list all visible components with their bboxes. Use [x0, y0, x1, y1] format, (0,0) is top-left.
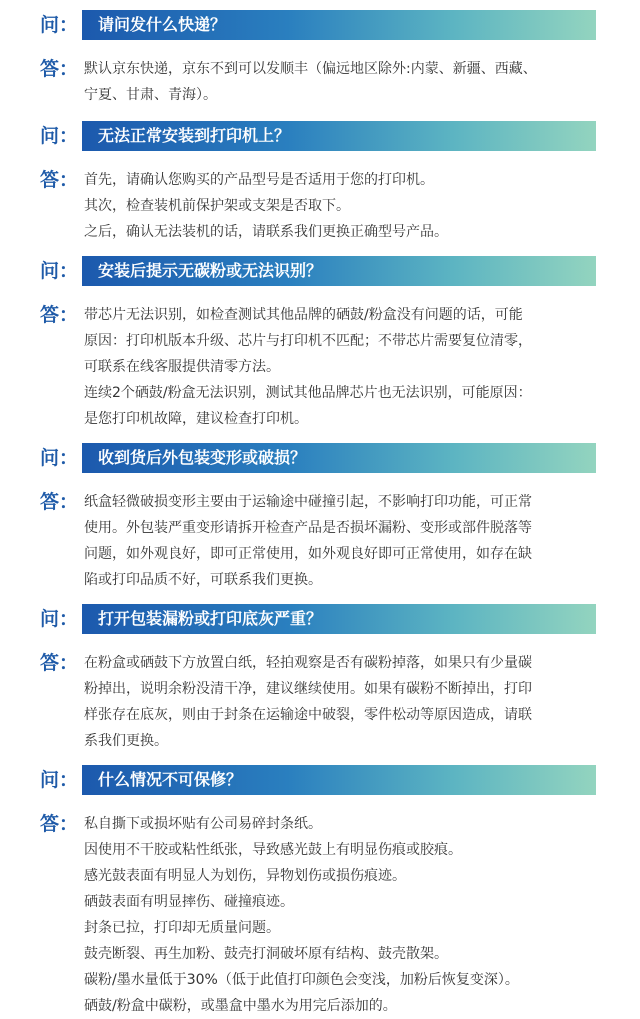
question-title: 无法正常安装到打印机上？: [82, 121, 596, 151]
answer-row: [0, 56, 640, 108]
answer-line: 封条已拉，打印却无质量问题。: [84, 920, 280, 936]
answer-text: [84, 489, 604, 593]
answer-line: 其次，检查装机前保护架或支架是否取下。: [84, 198, 350, 214]
question-title: 什么情况不可保修？: [82, 765, 596, 795]
question-row: [0, 765, 640, 795]
question-label: 问：: [40, 260, 79, 282]
answer-label: 答：: [40, 813, 79, 835]
faq-item: [0, 256, 640, 432]
answer-line: 是您打印机故障，建议检查打印机。: [84, 411, 308, 427]
faq-item: [0, 443, 640, 593]
answer-line: 感光鼓表面有明显人为划伤，异物划伤或损伤痕迹。: [84, 868, 406, 884]
faq-item: [0, 121, 640, 245]
answer-line: 鼓壳断裂、再生加粉、鼓壳打洞破坏原有结构、鼓壳散架。: [84, 946, 448, 962]
answer-line: 碳粉/墨水量低于30%（低于此值打印颜色会变浅，加粉后恢复变深）。: [84, 972, 519, 988]
question-title: 收到货后外包装变形或破损？: [82, 443, 596, 473]
answer-text: [84, 167, 604, 245]
answer-line: 宁夏、甘肃、青海）。: [84, 87, 217, 103]
answer-line: 粉掉出，说明余粉没清干净，建议继续使用。如果有碳粉不断掉出，打印: [84, 681, 532, 697]
answer-line: 硒鼓/粉盒中碳粉，或墨盒中墨水为用完后添加的。: [84, 998, 397, 1014]
answer-line: 陷或打印品质不好，可联系我们更换。: [84, 572, 322, 588]
answer-text: [84, 811, 604, 1019]
question-label: 问：: [40, 769, 79, 791]
answer-line: 问题，如外观良好，即可正常使用，如外观良好即可正常使用，如存在缺: [84, 546, 532, 562]
question-label: 问：: [40, 125, 79, 147]
question-row: [0, 256, 640, 286]
answer-label: 答：: [40, 58, 79, 80]
answer-row: [0, 302, 640, 432]
answer-line: 在粉盒或硒鼓下方放置白纸，轻拍观察是否有碳粉掉落，如果只有少量碳: [84, 655, 532, 671]
question-label: 问：: [40, 608, 79, 630]
answer-line: 可联系在线客服提供清零方法。: [84, 359, 280, 375]
answer-line: 使用。外包装严重变形请拆开检查产品是否损坏漏粉、变形或部件脱落等: [84, 520, 532, 536]
answer-text: [84, 302, 604, 432]
answer-text: [84, 56, 604, 108]
question-row: [0, 604, 640, 634]
answer-line: 之后，确认无法装机的话，请联系我们更换正确型号产品。: [84, 224, 448, 240]
answer-line: 样张存在底灰，则由于封条在运输途中破裂，零件松动等原因造成，请联: [84, 707, 532, 723]
question-row: [0, 10, 640, 40]
answer-line: 因使用不干胶或粘性纸张，导致感光鼓上有明显伤痕或胶痕。: [84, 842, 462, 858]
answer-row: [0, 489, 640, 593]
answer-row: [0, 811, 640, 1019]
question-title: 请问发什么快递？: [82, 10, 596, 40]
answer-line: 带芯片无法识别，如检查测试其他品牌的硒鼓/粉盒没有问题的话，可能: [84, 307, 523, 323]
question-title: 打开包装漏粉或打印底灰严重？: [82, 604, 596, 634]
answer-line: 默认京东快递，京东不到可以发顺丰（偏远地区除外:内蒙、新疆、西藏、: [84, 61, 537, 77]
faq-item: [0, 765, 640, 1019]
faq-item: [0, 604, 640, 754]
answer-line: 首先，请确认您购买的产品型号是否适用于您的打印机。: [84, 172, 434, 188]
answer-label: 答：: [40, 652, 79, 674]
answer-text: [84, 650, 604, 754]
answer-row: [0, 167, 640, 245]
question-label: 问：: [40, 447, 79, 469]
answer-label: 答：: [40, 304, 79, 326]
answer-label: 答：: [40, 491, 79, 513]
faq-item: [0, 10, 640, 108]
question-label: 问：: [40, 14, 79, 36]
question-row: [0, 443, 640, 473]
answer-line: 原因：打印机版本升级、芯片与打印机不匹配；不带芯片需要复位清零，: [84, 333, 532, 349]
answer-line: 系我们更换。: [84, 733, 168, 749]
answer-row: [0, 650, 640, 754]
answer-label: 答：: [40, 169, 79, 191]
answer-line: 私自撕下或损坏贴有公司易碎封条纸。: [84, 816, 322, 832]
answer-line: 硒鼓表面有明显摔伤、碰撞痕迹。: [84, 894, 294, 910]
question-title: 安装后提示无碳粉或无法识别？: [82, 256, 596, 286]
question-row: [0, 121, 640, 151]
answer-line: 连续2个硒鼓/粉盒无法识别，测试其他品牌芯片也无法识别，可能原因：: [84, 385, 532, 401]
answer-line: 纸盒轻微破损变形主要由于运输途中碰撞引起，不影响打印功能，可正常: [84, 494, 532, 510]
